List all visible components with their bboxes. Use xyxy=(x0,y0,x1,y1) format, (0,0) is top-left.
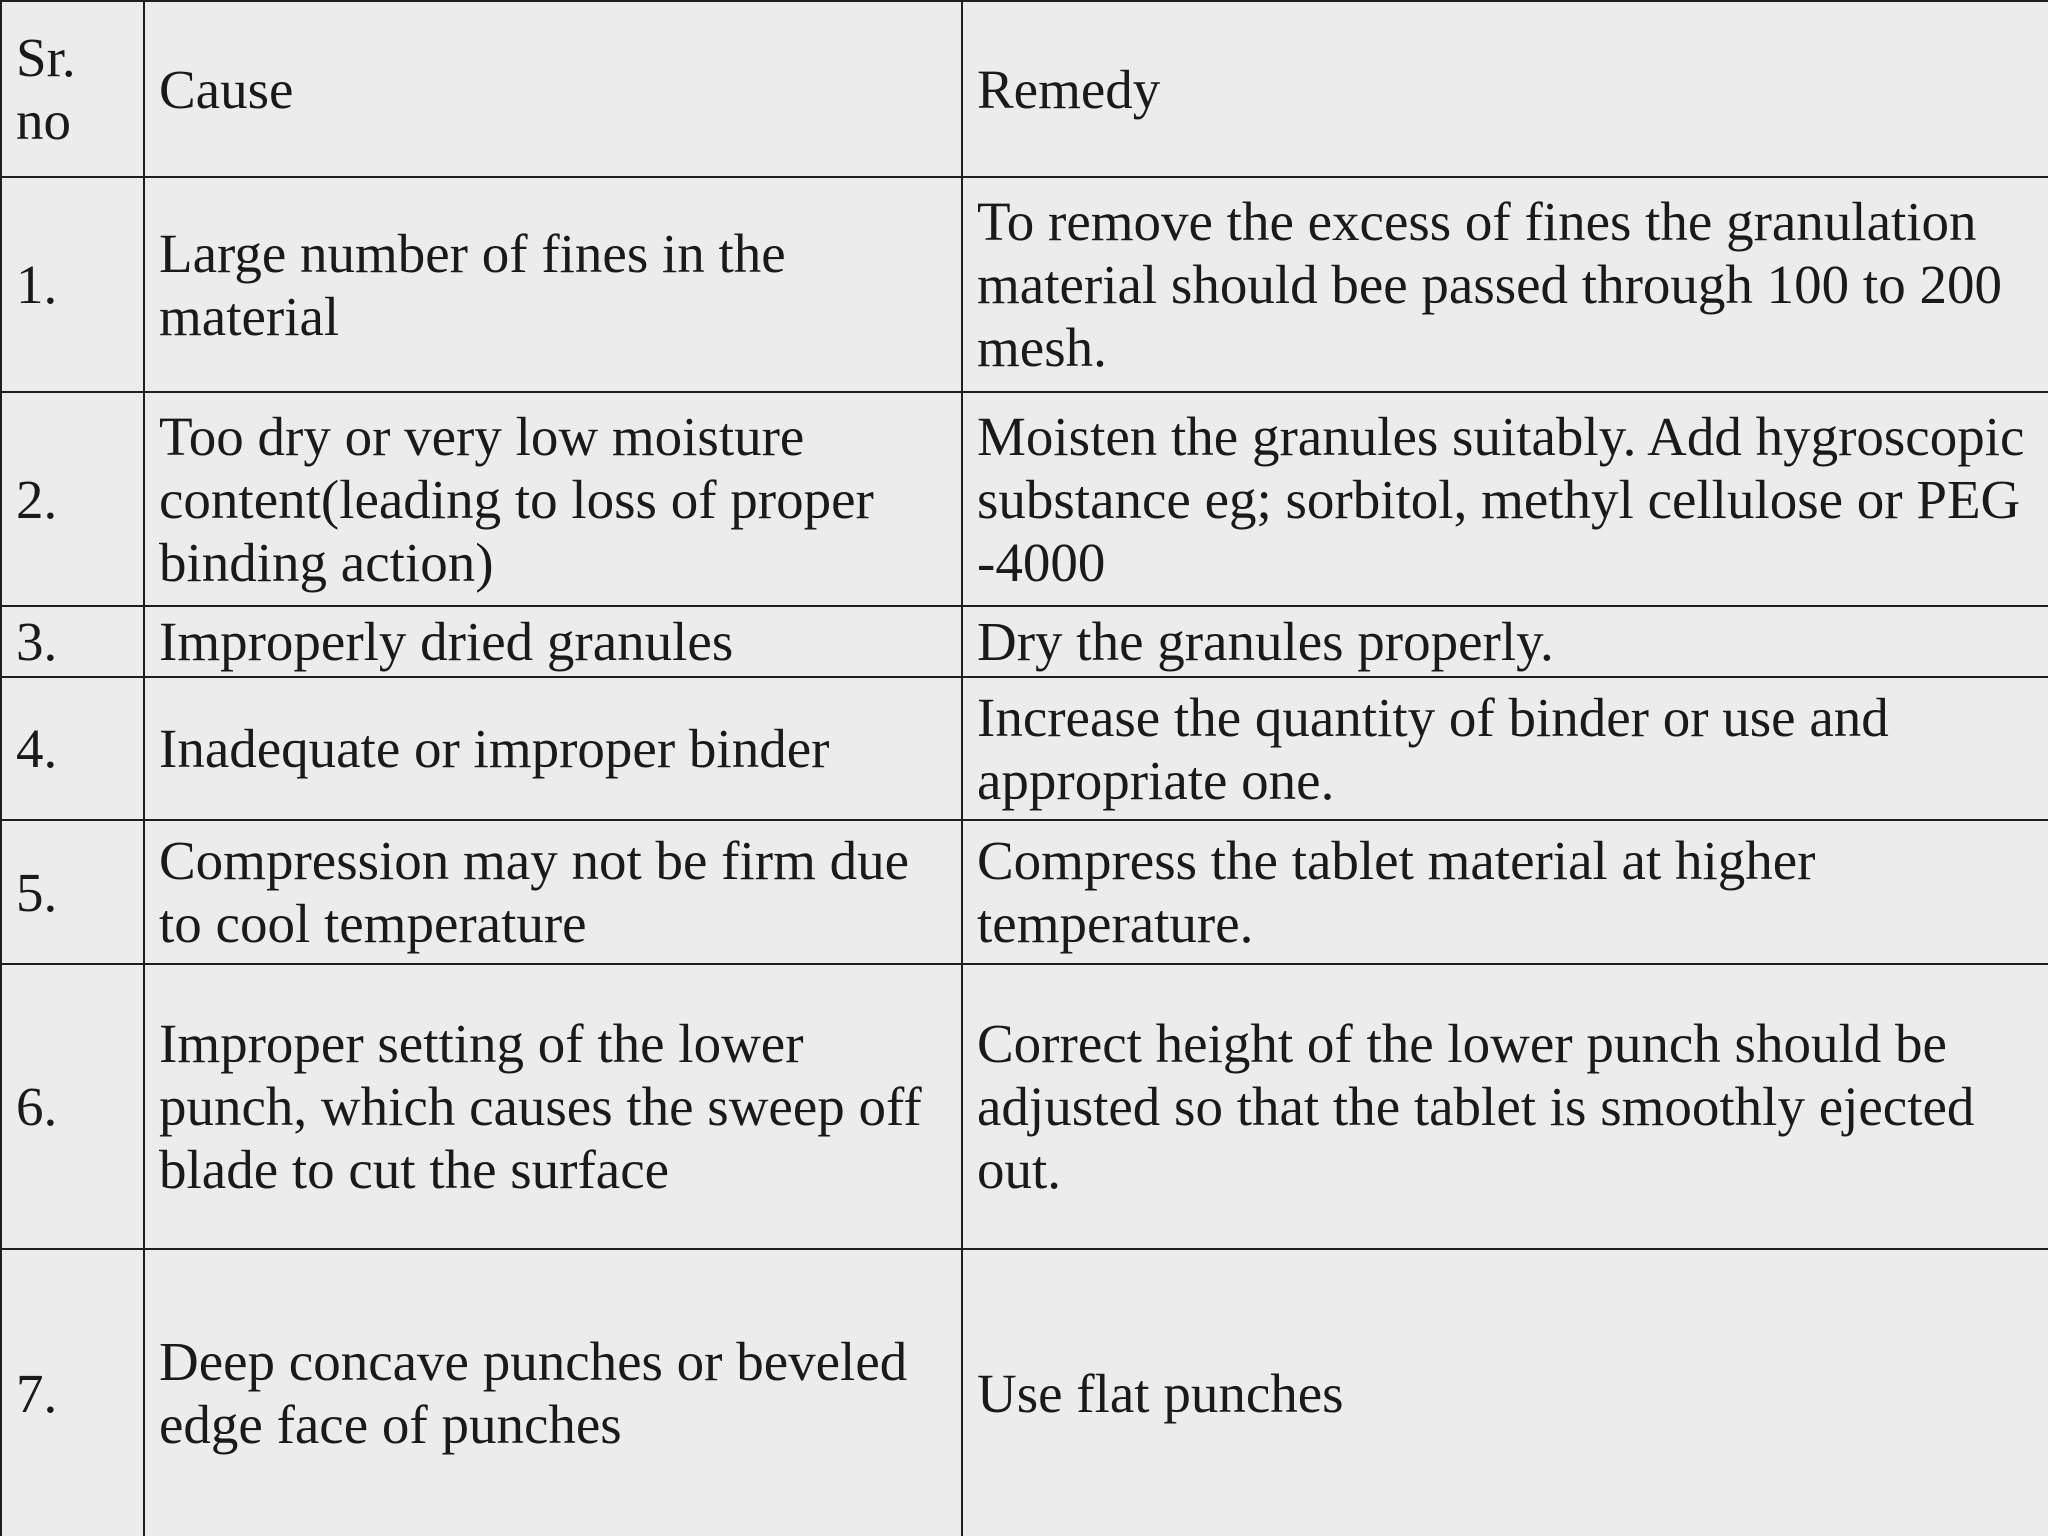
table-row xyxy=(1,1249,2048,1536)
sr-no-cell xyxy=(1,1249,144,1536)
sr-no-text: 4. xyxy=(16,718,58,779)
remedy-text: Increase the quantity of binder or use and appropriate one. xyxy=(977,686,1889,811)
sr-no-cell xyxy=(1,392,144,606)
remedy-cell xyxy=(962,177,2048,392)
remedy-cell xyxy=(962,677,2048,820)
cause-cell xyxy=(144,820,962,964)
remedy-text: Compress the tablet material at higher temperature. xyxy=(977,830,1816,954)
remedy-cell xyxy=(962,606,2048,677)
sr-no-text: 5. xyxy=(16,861,58,923)
sr-no-cell xyxy=(1,177,144,392)
header-sr-no xyxy=(1,1,144,177)
cause-cell xyxy=(144,1249,962,1536)
cause-cell xyxy=(144,677,962,820)
table-row xyxy=(1,964,2048,1249)
cause-text: Improper setting of the lower punch, which causes the sweep off blade to cut the surface xyxy=(159,1013,922,1200)
header-row xyxy=(1,1,2048,177)
cause-text: Deep concave punches or beveled edge face of punches xyxy=(159,1331,908,1455)
header-sr-no-label: Sr. no xyxy=(16,27,76,151)
remedy-text: Use flat punches xyxy=(977,1362,1344,1424)
cause-cell xyxy=(144,964,962,1249)
cause-cell xyxy=(144,177,962,392)
sr-no-cell xyxy=(1,820,144,964)
cause-cell xyxy=(144,606,962,677)
remedy-text: Moisten the granules suitably. Add hygroscopic substance eg; sorbitol, methyl cellulose or PEG -4000 xyxy=(977,405,2025,593)
table-row xyxy=(1,820,2048,964)
remedy-text: To remove the excess of fines the granulation material should bee passed through 100 to 200 mesh. xyxy=(977,191,2002,378)
sr-no-text: 6. xyxy=(16,1076,58,1137)
remedy-cell xyxy=(962,820,2048,964)
header-remedy xyxy=(962,1,2048,177)
remedy-cell xyxy=(962,964,2048,1249)
header-cause xyxy=(144,1,962,177)
sr-no-cell xyxy=(1,964,144,1249)
header-remedy-label: Remedy xyxy=(977,58,1161,120)
remedy-text: Correct height of the lower punch should be adjusted so that the tablet is smoothly ejected out. xyxy=(977,1013,1975,1200)
table-row xyxy=(1,392,2048,606)
remedy-text: Dry the granules properly. xyxy=(977,611,1554,672)
sr-no-text: 7. xyxy=(16,1362,58,1424)
header-cause-label: Cause xyxy=(159,58,294,120)
cause-text: Large number of fines in the material xyxy=(159,222,786,347)
cause-text: Too dry or very low moisture content(leading to loss of proper binding action) xyxy=(159,405,874,593)
sr-no-text: 3. xyxy=(16,611,58,672)
cause-text: Compression may not be firm due to cool temperature xyxy=(159,830,910,954)
cause-text: Inadequate or improper binder xyxy=(159,718,830,779)
table-row xyxy=(1,677,2048,820)
remedy-cell xyxy=(962,392,2048,606)
sr-no-cell xyxy=(1,606,144,677)
sr-no-cell xyxy=(1,677,144,820)
cause-text: Improperly dried granules xyxy=(159,611,734,672)
sr-no-text: 2. xyxy=(16,468,58,530)
table-row xyxy=(1,177,2048,392)
sr-no-text: 1. xyxy=(16,254,58,315)
remedy-cell xyxy=(962,1249,2048,1536)
cause-cell xyxy=(144,392,962,606)
table-row xyxy=(1,606,2048,677)
